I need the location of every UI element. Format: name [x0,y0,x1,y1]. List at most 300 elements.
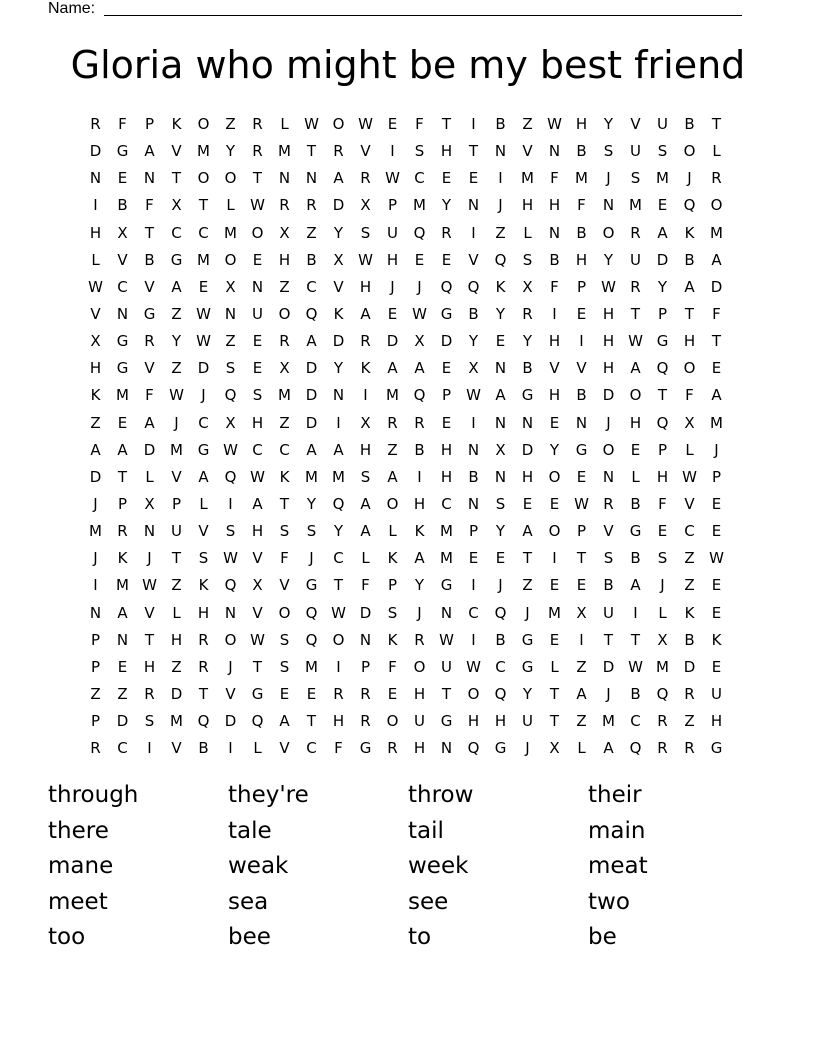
grid-letter: W [358,115,373,133]
grid-letter: A [576,684,587,703]
grid-letter: J [93,549,98,568]
grid-letter: T [306,142,317,161]
grid-letter: X [90,332,101,351]
grid-letter: J [606,413,611,432]
grid-letter: E [657,196,668,215]
grid-letter: C [333,549,344,568]
grid-letter: V [171,467,182,486]
grid-letter: T [441,115,452,133]
grid-letter: T [576,549,587,568]
grid-letter: N [251,277,264,296]
grid-letter: C [252,440,263,459]
grid-letter: I [228,494,233,513]
grid-letter: E [711,576,722,595]
grid-letter: U [522,712,533,731]
grid-letter: E [711,657,722,676]
grid-letter: C [198,223,209,242]
grid-letter: B [576,223,587,242]
grid-letter: B [684,115,695,133]
grid-letter: Z [576,712,587,731]
grid-letter: C [117,277,128,296]
grid-letter: H [548,386,561,405]
grid-letter: C [414,169,425,188]
grid-letter: I [633,603,638,622]
grid-letter: I [552,549,557,568]
grid-letter: J [606,169,611,188]
grid-letter: X [279,359,290,378]
grid-letter: V [252,549,263,568]
grid-letter: E [252,332,263,351]
grid-letter: O [332,115,345,133]
grid-letter: U [657,115,668,133]
grid-letter: R [414,413,425,432]
grid-letter: Y [495,522,506,541]
grid-letter: V [144,603,155,622]
grid-letter: C [684,522,695,541]
grid-letter: G [521,386,534,405]
grid-letter: M [170,440,183,459]
grid-letter: Q [494,250,507,269]
grid-letter: U [630,142,641,161]
grid-letter: T [711,332,722,351]
grid-letter: C [117,739,128,758]
grid-letter: E [711,603,722,622]
grid-letter: X [333,250,344,269]
grid-letter: V [576,359,587,378]
grid-letter: R [657,739,668,758]
grid-letter: T [306,712,317,731]
grid-letter: I [363,386,368,405]
grid-letter: E [522,494,533,513]
grid-letter: D [440,332,453,351]
grid-letter: W [250,467,265,486]
grid-letter: A [711,386,722,405]
grid-letter: T [117,467,128,486]
grid-letter: M [197,250,210,269]
grid-letter: M [278,142,291,161]
grid-letter: U [630,250,641,269]
grid-letter: R [252,142,263,161]
grid-letter: W [439,630,454,649]
grid-letter: G [197,440,210,459]
grid-letter: H [170,630,183,649]
grid-letter: R [90,115,101,133]
grid-letter: W [196,332,211,351]
grid-letter: W [196,304,211,323]
grid-letter: N [224,603,237,622]
grid-letter: D [332,332,345,351]
grid-letter: K [495,277,506,296]
grid-letter: J [93,494,98,513]
grid-letter: T [441,684,452,703]
grid-letter: O [683,142,696,161]
grid-letter: Y [468,332,479,351]
grid-letter: V [171,142,182,161]
grid-letter: Z [387,440,398,459]
grid-letter: X [360,413,371,432]
grid-letter: J [417,277,422,296]
grid-letter: E [711,494,722,513]
grid-letter: O [251,223,264,242]
grid-letter: B [198,739,209,758]
grid-letter: X [360,196,371,215]
grid-letter: R [117,522,128,541]
grid-letter: Q [494,603,507,622]
grid-letter: N [548,142,561,161]
grid-letter: N [494,467,507,486]
grid-letter: U [711,684,722,703]
grid-letter: K [387,549,398,568]
grid-letter: Z [306,223,317,242]
grid-letter: P [387,196,398,215]
grid-letter: K [279,467,290,486]
word-list-item: mane [48,853,114,879]
grid-letter: P [576,277,587,296]
grid-letter: O [386,712,399,731]
grid-letter: G [710,739,723,758]
letter-grid [82,111,730,762]
grid-letter: H [359,277,372,296]
grid-letter: T [144,630,155,649]
grid-letter: E [711,359,722,378]
grid-letter: E [549,576,560,595]
grid-letter: V [603,522,614,541]
grid-letter: W [709,549,724,568]
grid-letter: O [413,657,426,676]
grid-letter: A [684,277,695,296]
word-list-item: sea [228,888,269,915]
grid-letter: Z [90,684,101,703]
grid-letter: J [498,576,503,595]
grid-letter: B [468,304,479,323]
grid-letter: A [117,440,128,459]
word-list-item: their [588,782,642,808]
grid-letter: I [498,169,503,188]
grid-letter: L [631,467,640,486]
grid-letter: X [549,739,560,758]
grid-letter: A [117,603,128,622]
grid-letter: B [603,576,614,595]
grid-letter: P [657,304,668,323]
grid-letter: U [414,712,425,731]
grid-letter: M [305,467,318,486]
grid-letter: P [171,494,182,513]
grid-letter: N [602,467,615,486]
grid-letter: G [359,739,372,758]
grid-letter: Z [90,413,101,432]
grid-letter: G [494,739,507,758]
grid-letter: E [252,359,263,378]
grid-letter: X [279,223,290,242]
grid-letter: C [495,657,506,676]
grid-letter: V [333,277,344,296]
grid-letter: H [440,142,453,161]
grid-letter: Z [171,576,182,595]
grid-letter: B [684,630,695,649]
grid-letter: Z [225,332,236,351]
grid-letter: X [684,413,695,432]
grid-letter: V [549,359,560,378]
grid-letter: O [548,467,561,486]
grid-letter: V [522,142,533,161]
grid-letter: G [629,522,642,541]
grid-letter: Y [333,522,344,541]
grid-letter: V [252,603,263,622]
grid-letter: D [224,712,237,731]
grid-letter: E [387,684,398,703]
grid-letter: S [657,142,668,161]
grid-letter: X [225,277,236,296]
grid-letter: K [117,549,128,568]
grid-letter: W [250,196,265,215]
grid-letter: G [440,712,453,731]
word-list-item: week [408,853,469,879]
grid-letter: V [279,576,290,595]
grid-letter: O [278,603,291,622]
grid-letter: R [333,142,344,161]
grid-letter: L [91,250,100,269]
grid-letter: D [89,467,102,486]
grid-letter: M [305,657,318,676]
grid-letter: D [305,359,318,378]
grid-letter: W [223,440,238,459]
grid-letter: V [279,739,290,758]
grid-letter: H [440,440,453,459]
grid-letter: Z [225,115,236,133]
grid-letter: H [629,413,642,432]
grid-letter: M [386,386,399,405]
grid-letter: S [144,712,155,731]
grid-letter: H [575,115,588,133]
grid-letter: I [471,413,476,432]
grid-letter: E [441,250,452,269]
grid-letter: B [630,684,641,703]
grid-letter: A [306,332,317,351]
grid-letter: R [630,223,641,242]
grid-letter: Y [225,142,236,161]
grid-letter: A [414,549,425,568]
grid-letter: R [279,332,290,351]
grid-letter: R [711,169,722,188]
grid-letter: O [629,386,642,405]
grid-letter: F [145,386,154,405]
grid-letter: Q [494,684,507,703]
grid-letter: F [685,386,694,405]
word-list-item: meet [48,888,108,915]
grid-letter: C [198,413,209,432]
grid-letter: H [602,359,615,378]
grid-letter: Z [171,359,182,378]
grid-letter: Q [224,386,237,405]
grid-letter: I [93,576,98,595]
grid-letter: A [495,386,506,405]
grid-letter: Y [495,304,506,323]
grid-letter: W [466,657,481,676]
grid-letter: H [683,332,696,351]
grid-letter: A [198,467,209,486]
grid-letter: Z [117,684,128,703]
grid-letter: G [305,576,318,595]
grid-letter: O [710,196,723,215]
grid-letter: N [548,223,561,242]
grid-letter: N [467,440,480,459]
grid-letter: I [471,223,476,242]
grid-letter: E [279,684,290,703]
grid-letter: S [603,142,614,161]
grid-letter: J [417,603,422,622]
grid-letter: I [390,142,395,161]
grid-letter: F [550,277,559,296]
grid-letter: P [90,630,101,649]
grid-letter: W [574,494,589,513]
grid-letter: O [224,250,237,269]
grid-letter: H [575,250,588,269]
grid-letter: S [630,169,641,188]
grid-letter: L [685,440,694,459]
grid-letter: B [117,196,128,215]
grid-letter: Y [603,250,614,269]
grid-letter: R [684,739,695,758]
grid-letter: E [117,169,128,188]
grid-letter: H [89,223,102,242]
grid-letter: J [525,603,530,622]
grid-letter: Q [224,576,237,595]
grid-letter: T [171,169,182,188]
grid-letter: G [116,332,129,351]
grid-letter: P [441,386,452,405]
grid-letter: H [602,332,615,351]
grid-letter: O [386,494,399,513]
grid-letter: A [171,277,182,296]
grid-letter: J [606,684,611,703]
grid-letter: E [576,467,587,486]
word-list-item: main [588,817,646,844]
grid-letter: N [89,169,102,188]
grid-letter: B [576,142,587,161]
grid-letter: Z [279,277,290,296]
grid-letter: C [171,223,182,242]
grid-letter: H [440,467,453,486]
grid-letter: R [279,196,290,215]
grid-letter: A [90,440,101,459]
grid-letter: M [197,142,210,161]
grid-letter: J [687,169,692,188]
grid-letter: R [630,277,641,296]
grid-letter: D [710,277,723,296]
grid-letter: M [332,467,345,486]
grid-letter: J [174,413,179,432]
grid-letter: S [387,603,398,622]
grid-letter: O [683,359,696,378]
grid-letter: R [360,684,371,703]
grid-letter: M [656,657,669,676]
grid-letter: T [333,576,344,595]
grid-letter: V [468,250,479,269]
grid-letter: H [413,739,426,758]
grid-letter: W [223,549,238,568]
grid-letter: V [90,304,101,323]
grid-letter: A [603,739,614,758]
grid-letter: I [471,576,476,595]
grid-letter: Q [332,494,345,513]
grid-letter: R [306,196,317,215]
grid-letter: Q [305,304,318,323]
grid-letter: Y [603,115,614,133]
grid-letter: Z [684,549,695,568]
grid-letter: L [550,657,559,676]
grid-letter: A [360,304,371,323]
grid-letter: S [306,522,317,541]
grid-letter: Z [684,712,695,731]
grid-letter: Q [656,684,669,703]
grid-letter: B [630,549,641,568]
grid-letter: X [225,413,236,432]
grid-letter: X [657,630,668,649]
grid-letter: H [278,250,291,269]
grid-letter: S [495,494,506,513]
grid-letter: P [90,657,101,676]
grid-letter: Y [333,223,344,242]
grid-letter: S [522,250,533,269]
grid-letter: A [630,359,641,378]
grid-letter: W [169,386,184,405]
grid-letter: X [495,440,506,459]
grid-letter: S [225,359,236,378]
grid-letter: I [147,739,152,758]
grid-letter: G [116,142,129,161]
grid-letter: D [602,657,615,676]
grid-letter: Y [549,440,560,459]
grid-letter: E [549,413,560,432]
grid-letter: N [440,603,453,622]
grid-letter: Q [413,386,426,405]
grid-letter: R [144,332,155,351]
grid-letter: J [390,277,395,296]
grid-letter: V [630,115,641,133]
grid-letter: A [522,522,533,541]
grid-letter: A [657,223,668,242]
grid-letter: R [387,413,398,432]
grid-letter: L [658,603,667,622]
grid-letter: Z [279,413,290,432]
grid-letter: J [147,549,152,568]
grid-letter: S [414,142,425,161]
word-list-item: throw [408,782,474,808]
grid-letter: D [683,657,696,676]
grid-letter: Q [224,467,237,486]
grid-letter: L [388,522,397,541]
grid-letter: N [467,494,480,513]
grid-letter: B [684,250,695,269]
grid-letter: G [440,304,453,323]
grid-letter: T [198,196,209,215]
word-list-item: bee [228,924,271,950]
grid-letter: D [521,440,534,459]
grid-letter: T [684,304,695,323]
grid-letter: V [225,684,236,703]
grid-letter: J [228,657,233,676]
grid-letter: K [171,115,182,133]
grid-letter: T [171,549,182,568]
grid-letter: M [602,712,615,731]
grid-letter: R [360,169,371,188]
grid-letter: W [601,277,616,296]
grid-letter: V [360,142,371,161]
grid-letter: N [359,630,372,649]
grid-letter: W [412,304,427,323]
grid-letter: E [117,413,128,432]
word-list-item: through [48,782,139,808]
